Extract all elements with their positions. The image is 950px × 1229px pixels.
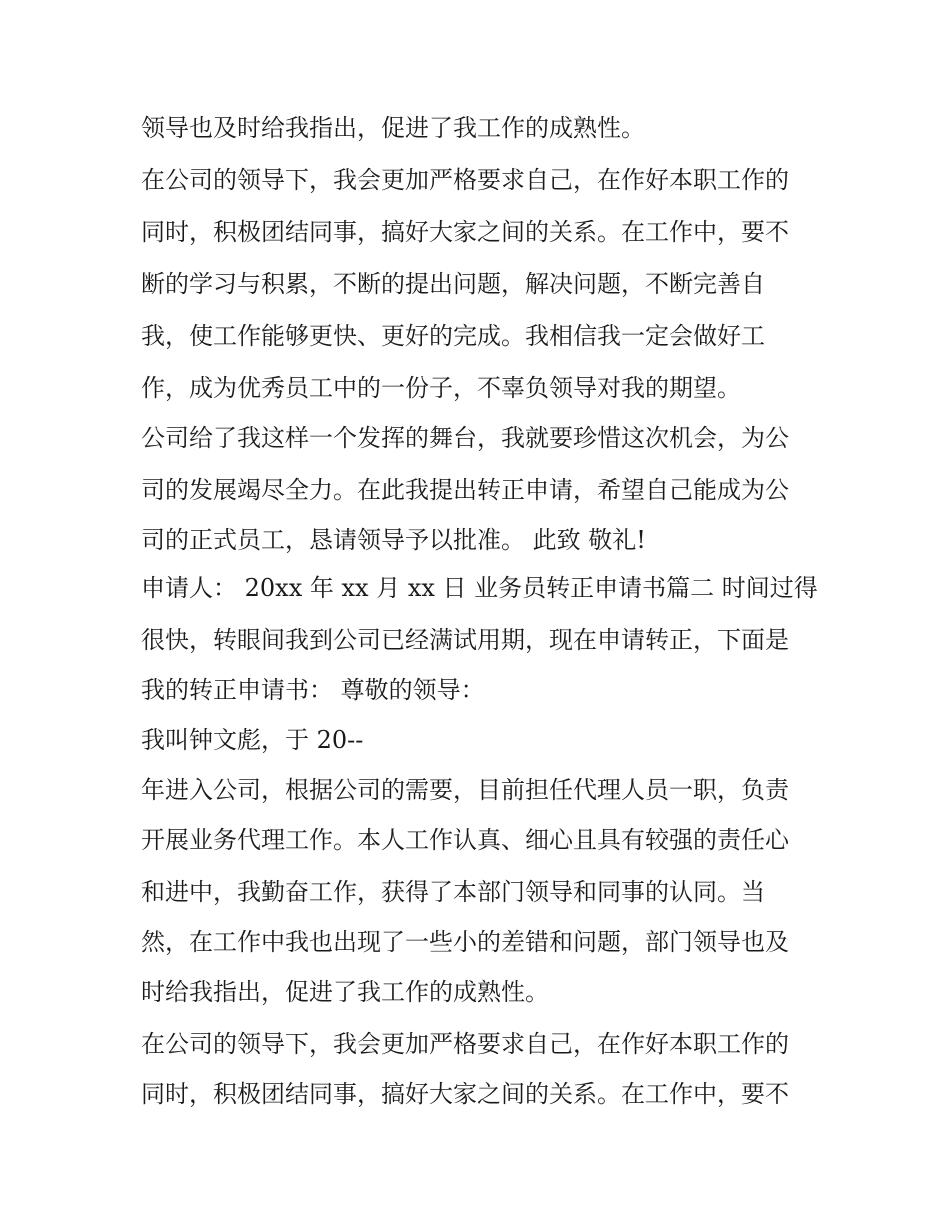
text-line: 我叫钟文彪，于 20-- xyxy=(141,726,364,754)
text-line: 然，在工作中我也出现了一些小的差错和问题，部门领导也及 xyxy=(141,928,789,956)
text-line: 司的发展竭尽全力。在此我提出转正申请，希望自己能成为公 xyxy=(141,476,789,504)
text-line: 在公司的领导下，我会更加严格要求自己，在作好本职工作的 xyxy=(141,1030,789,1058)
text-line: 很快，转眼间我到公司已经满试用期，现在申请转正，下面是 xyxy=(141,626,789,654)
text-line: 和进中，我勤奋工作，获得了本部门领导和同事的认同。当 xyxy=(141,878,765,906)
text-line: 作，成为优秀员工中的一份子，不辜负领导对我的期望。 xyxy=(141,374,741,402)
text-line: 在公司的领导下，我会更加严格要求自己，在作好本职工作的 xyxy=(141,166,789,194)
text-line: 开展业务代理工作。本人工作认真、细心且具有较强的责任心 xyxy=(141,826,789,854)
text-line: 同时，积极团结同事，搞好大家之间的关系。在工作中，要不 xyxy=(141,218,789,246)
text-line: 时给我指出，促进了我工作的成熟性。 xyxy=(141,978,549,1006)
text-line: 领导也及时给我指出，促进了我工作的成熟性。 xyxy=(141,114,645,142)
text-line: 我，使工作能够更快、更好的完成。我相信我一定会做好工 xyxy=(141,322,765,350)
text-line: 我的转正申请书： 尊敬的领导： xyxy=(141,676,485,704)
text-line: 断的学习与积累，不断的提出问题，解决问题，不断完善自 xyxy=(141,270,765,298)
text-line: 申请人： 20xx 年 xx 月 xx 日 业务员转正申请书篇二 时间过得 xyxy=(141,574,818,602)
text-line: 年进入公司，根据公司的需要，目前担任代理人员一职，负责 xyxy=(141,776,789,804)
text-line: 同时，积极团结同事，搞好大家之间的关系。在工作中，要不 xyxy=(141,1080,789,1108)
text-line: 公司给了我这样一个发挥的舞台，我就要珍惜这次机会，为公 xyxy=(141,424,789,452)
text-line: 司的正式员工，恳请领导予以批准。 此致 敬礼! xyxy=(141,526,646,554)
